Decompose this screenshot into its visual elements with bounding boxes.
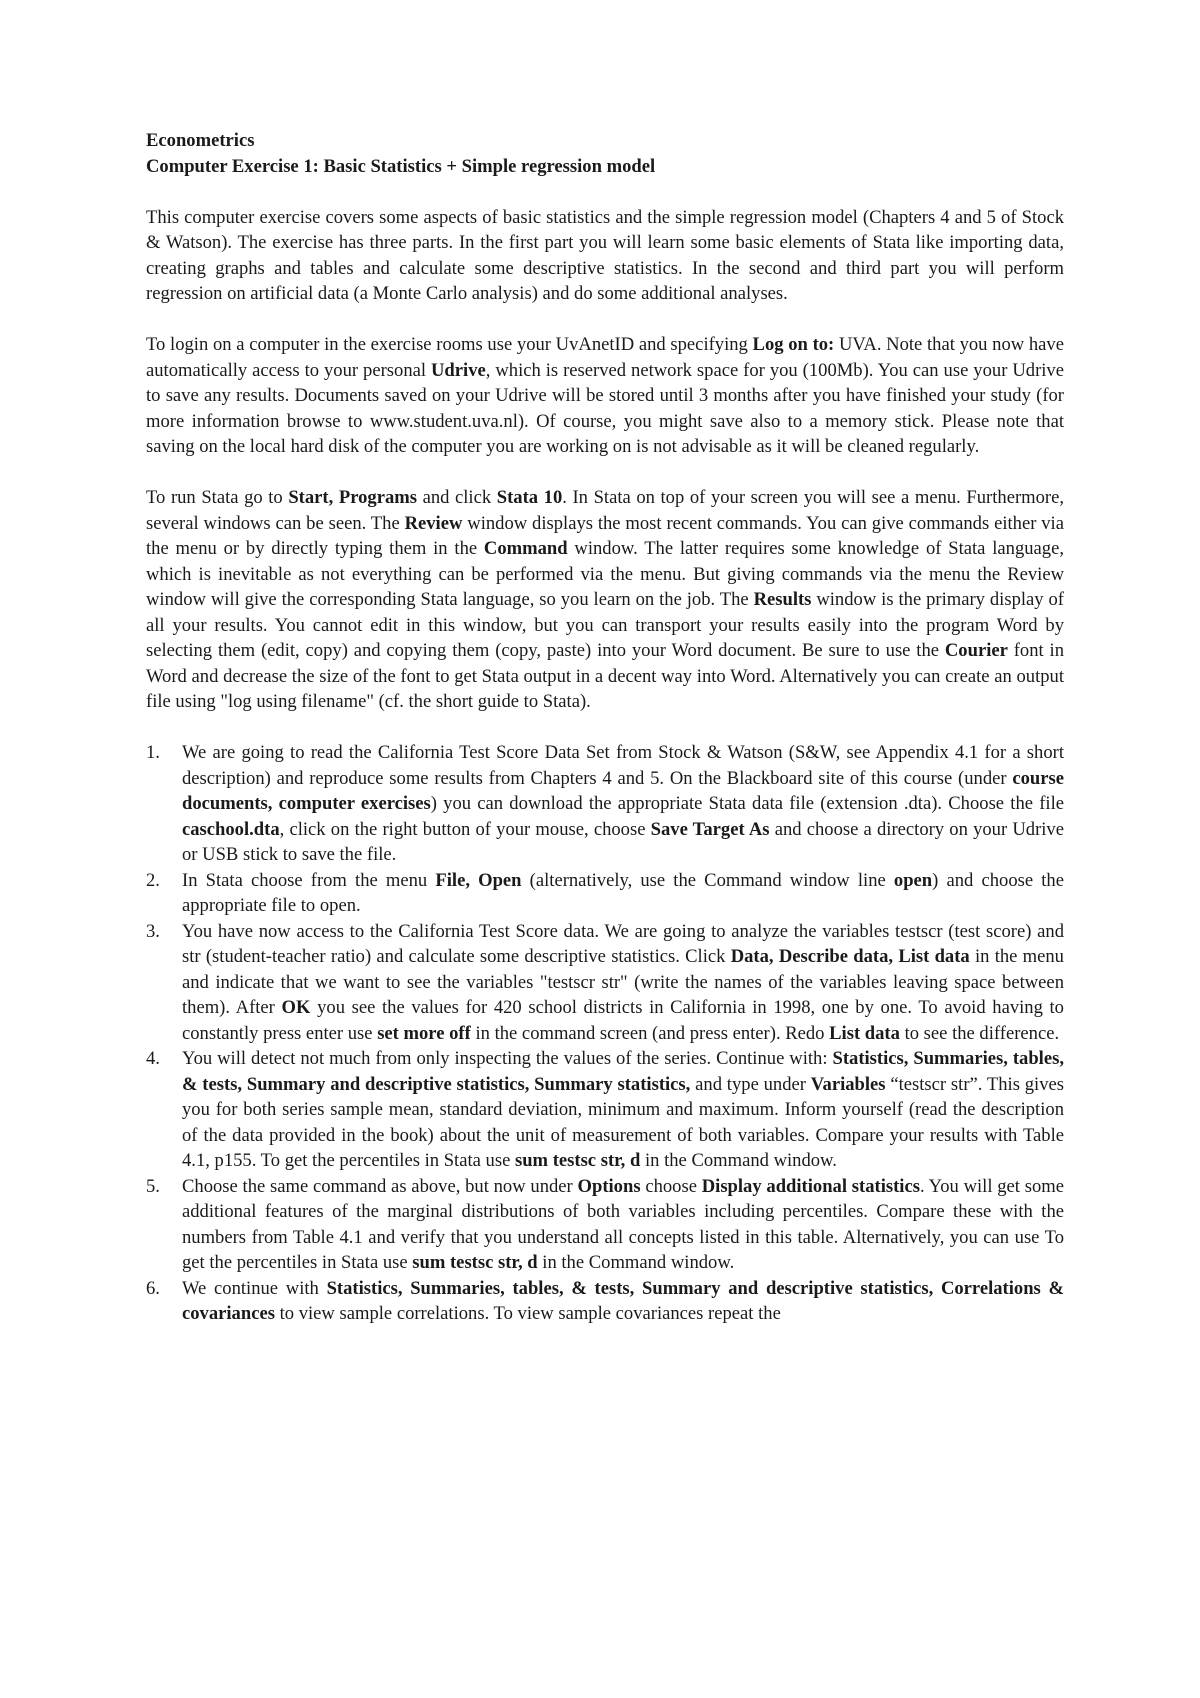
bold-text: Courier	[944, 640, 1008, 661]
spacer	[146, 307, 1064, 333]
bold-text: Statistics, Summaries, tables, & tests, Summary and descriptive statistics, Summary statistics,	[182, 1048, 1064, 1095]
text-run: . In Stata on top of your screen you will see a menu. Furthermore, several windows can be seen. The	[146, 487, 1064, 534]
list-item-text	[182, 1048, 1064, 1171]
bold-text: set more off	[377, 1022, 471, 1044]
list-item-number: 5.	[146, 1175, 160, 1197]
text-run: To login on a computer in the exercise rooms use your UvAnetID and specifying	[146, 334, 753, 355]
list-item	[146, 919, 1064, 1047]
list-item-text	[182, 742, 1064, 865]
list-item	[146, 1174, 1064, 1276]
list-item-text	[182, 1176, 1064, 1274]
list-item	[146, 1276, 1064, 1327]
list-item	[146, 740, 1064, 868]
text-run: you see the values for 420 school districts in California in 1998, one by one. To avoid having to constantly press enter use	[182, 997, 1064, 1044]
bold-text: Data, Describe data, List data	[730, 946, 970, 967]
list-item-text	[182, 870, 1064, 917]
bold-text: Command	[483, 538, 568, 559]
text-run: We are going to read the California Test Score Data Set from Stock & Watson (S&W, see Appendix 4.1 for a short description) and reproduce some results from Chapters 4 and 5. On the Blackboard site of this course (under	[182, 742, 1064, 789]
text-run: to see the difference.	[899, 1022, 1060, 1044]
text-run: In Stata choose from the menu	[182, 869, 436, 891]
text-run: . You will get some additional features of the marginal distributions of both variables including percentiles. Compare these with the numbers from Table 4.1 and verify that you understand all concepts listed in this table. Alternatively, you can use To get the percentiles in Stata use	[182, 1175, 1064, 1273]
text-run: “testscr str”. This gives you for both series sample mean, standard deviation, minimum and maximum. Inform yourself (read the description of the data provided in the book) about the unit of measurement of both variables. Compare your results with Table 4.1, p155. To get the percentiles in Stata use	[182, 1073, 1065, 1171]
text-run: We continue with	[182, 1277, 327, 1299]
document-subtitle: Computer Exercise 1: Basic Statistics + Simple regression model	[146, 155, 656, 177]
bold-text: Save Target As	[650, 818, 770, 840]
text-run: ) you can download the appropriate Stata data file (extension .dta). Choose the file	[430, 793, 1064, 814]
document-title: Econometrics	[146, 130, 255, 151]
text-run: in the Command window.	[537, 1252, 735, 1273]
text-run: window displays the most recent commands. You can give commands either via the menu or by directly typing them in the	[146, 512, 1064, 559]
list-item-text	[182, 1278, 1064, 1325]
bold-text: Variables	[810, 1073, 886, 1095]
bold-text: open	[893, 869, 933, 891]
list-item	[146, 868, 1064, 919]
text-run: , which is reserved network space for you (100Mb). You can use your Udrive to save any results. Documents saved on your Udrive will be stored until 3 months after you have finished your study (for more information browse to www.student.uva.nl). Of course, you might save also to a memory stick. Please note that saving on the local hard disk of the computer you are working on is not advisable as it will be cleaned regularly.	[146, 359, 1064, 457]
list-item-text	[182, 921, 1064, 1044]
text-run: You have now access to the California Test Score data. We are going to analyze the variables testscr (test score) and str (student-teacher ratio) and calculate some descriptive statistics. Click	[182, 920, 1064, 967]
text-run: window is the primary display of all your results. You cannot edit in this window, but you can transport your results easily into the program Word by selecting them (edit, copy) and copying them (copy, paste) into your Word document. Be sure to use the	[146, 589, 1064, 661]
text-run: and click	[416, 487, 497, 508]
login-paragraph	[146, 332, 1064, 460]
text-run: font in Word and decrease the size of the font to get Stata output in a decent way into Word. Alternatively you can create an output file using "log using filename" (cf. the short guide to Stata).	[146, 640, 1064, 712]
bold-text: Statistics, Summaries, tables, & tests, Summary and descriptive statistics, Correlations & covariances	[182, 1277, 1065, 1324]
bold-text: Options	[577, 1175, 641, 1197]
spacer	[146, 179, 1064, 205]
text-run: Choose the same command as above, but now under	[182, 1175, 578, 1197]
text-run: UVA. Note that you now have automatically access to your personal	[146, 334, 1064, 381]
text-run: To run Stata go to	[146, 487, 289, 508]
text-run: (alternatively, use the Command window line	[521, 869, 894, 891]
stata-paragraph	[146, 485, 1064, 715]
list-item-number: 3.	[146, 920, 160, 942]
bold-text: File, Open	[435, 869, 522, 891]
bold-text: caschool.dta	[182, 818, 280, 840]
bold-text: List data	[829, 1022, 900, 1044]
text-run: in the Command window.	[640, 1150, 837, 1171]
text-run: choose	[640, 1175, 702, 1197]
bold-text: OK	[281, 997, 311, 1018]
bold-text: Start, Programs	[288, 487, 417, 508]
bold-text: Results	[753, 589, 812, 610]
text-run: ) and choose the appropriate file to open.	[182, 869, 1064, 916]
list-item-number: 2.	[146, 869, 160, 891]
bold-text: Stata 10	[496, 487, 563, 508]
list-item-number: 1.	[146, 742, 160, 763]
bold-text: course documents, computer exercises	[182, 767, 1064, 814]
bold-text: Log on to:	[752, 334, 835, 355]
list-item-number: 6.	[146, 1277, 160, 1299]
intro-paragraph	[146, 205, 1064, 307]
bold-text: sum testsc str, d	[412, 1252, 538, 1273]
bold-text: Display additional statistics	[701, 1175, 920, 1197]
text-run: This computer exercise covers some aspects of basic statistics and the simple regression model (Chapters 4 and 5 of Stock & Watson). The exercise has three parts. In the first part you will learn some basic elements of Stata like importing data, creating graphs and tables and calculate some descriptive statistics. In the second and third part you will perform regression on artificial data (a Monte Carlo analysis) and do some additional analyses.	[146, 206, 1064, 304]
text-run: in the menu and indicate that we want to see the variables "testscr str" (write the names of the variables leaving space between them). After	[182, 946, 1064, 1018]
list-item	[146, 1046, 1064, 1174]
document-page	[146, 128, 1064, 1327]
text-run: and choose a directory on your Udrive or USB stick to save the file.	[182, 818, 1064, 865]
bold-text: Udrive	[431, 359, 486, 381]
bold-text: sum testsc str, d	[514, 1150, 641, 1171]
text-run: You will detect not much from only inspecting the values of the series. Continue with:	[182, 1048, 833, 1069]
list-item-number: 4.	[146, 1048, 160, 1069]
spacer	[146, 715, 1064, 741]
bold-text: Review	[404, 512, 463, 534]
text-run: in the command screen (and press enter). Redo	[470, 1022, 830, 1044]
text-run: , click on the right button of your mouse, choose	[279, 818, 651, 840]
spacer	[146, 460, 1064, 486]
exercise-list	[146, 740, 1064, 1327]
text-run: window. The latter requires some knowledge of Stata language, which is inevitable as not everything can be performed via the menu. But giving commands via the menu the Review window will give the corresponding Stata language, so you learn on the job. The	[146, 538, 1064, 610]
text-run: and type under	[690, 1073, 811, 1095]
text-run: to view sample correlations. To view sample covariances repeat the	[274, 1303, 781, 1324]
